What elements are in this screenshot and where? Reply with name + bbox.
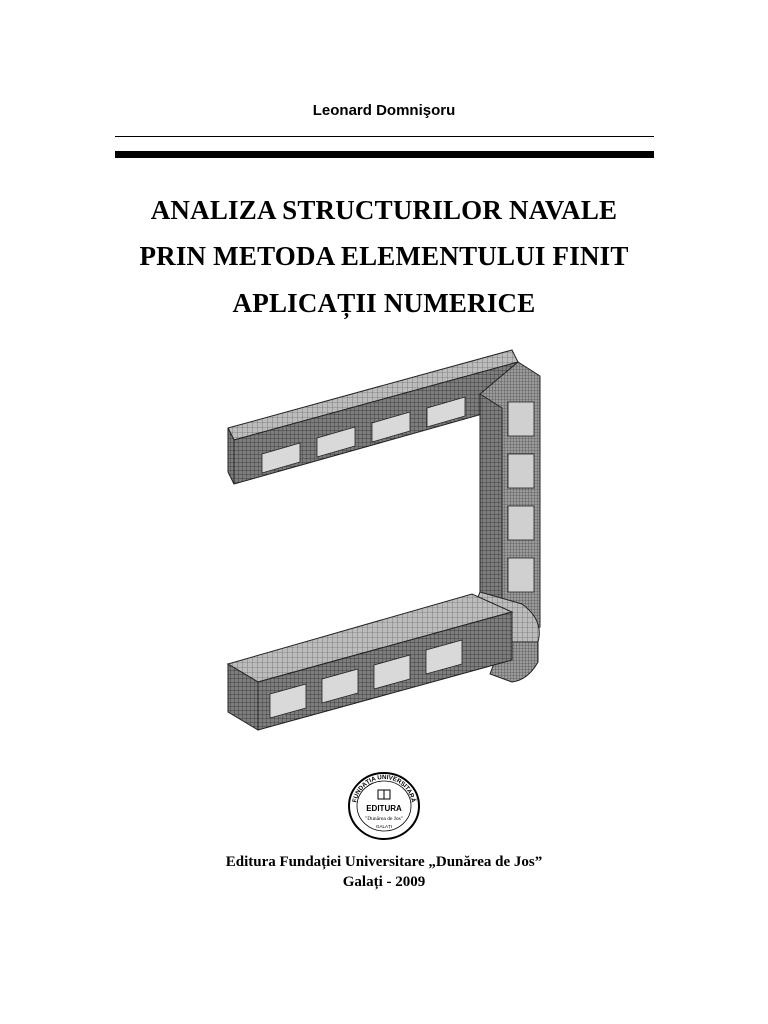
header-rule-thick <box>115 151 654 158</box>
title-line-2: PRIN METODA ELEMENTULUI FINIT <box>139 241 629 271</box>
logo-center-text: EDITURA <box>366 804 402 813</box>
place-year: Galați - 2009 <box>342 874 426 890</box>
author-name: Leonard Domnişoru <box>312 102 456 119</box>
book-icon <box>378 790 390 799</box>
publisher-logo <box>346 771 422 841</box>
publisher-name: Editura Fundației Universitare „Dunărea de Jos” <box>225 854 543 870</box>
logo-subtitle-text: "Dunărea de Jos" <box>364 816 404 822</box>
header-rule-thin <box>115 136 654 137</box>
logo-city-text: GALAȚI <box>375 824 393 829</box>
title-line-1: ANALIZA STRUCTURILOR NAVALE <box>150 195 618 225</box>
logo-arc-text: FUNDAȚIA UNIVERSITARĂ <box>351 773 417 804</box>
top-arm <box>228 350 518 484</box>
bottom-arm <box>228 594 512 730</box>
title-line-3: APLICAȚII NUMERICE <box>232 288 536 318</box>
finite-element-mesh-figure <box>222 342 547 737</box>
